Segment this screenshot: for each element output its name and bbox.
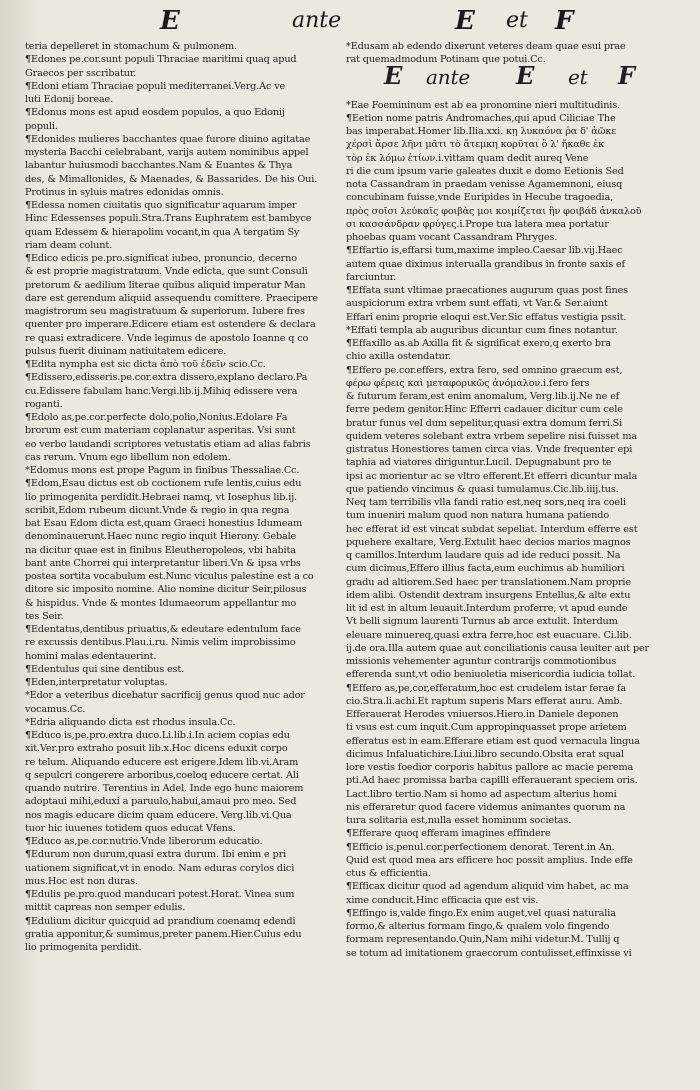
text-line: ¶Edoni etiam Thraciae populi mediterranei.Verg.Ac ve [25,80,286,92]
text-line: lit id est in altum leuauit.Interdum proferre, vt apud eunde [346,603,628,614]
header-word-left: ante [292,8,342,33]
text-line: Neq tam terribilis vlla fandi ratio est,neq sors,neq ira coeli [346,497,626,508]
text-line: phoebas quam vocant Cassandram Phryges. [346,232,558,243]
text-line: ¶Efficio is,penul.cor.perfectionem denorat. Terent.in An. [346,841,615,853]
text-line: φέρω φέρεις καὶ μεταφορικῶς ἀνόμαλον.i.fero fers [346,377,590,389]
text-line: tura solitaria est,nulla esset hominum societas. [346,815,572,826]
text-line: re excussis dentibus.Plau.i.ru. Nimis velim improbissimo [25,637,296,649]
text-line: ¶Edulium dicitur quicquid ad prandium coenamq edendi [25,915,296,927]
text-line: mysteria Bacchi celebrabant, varijs autem nominibus appel [25,147,309,158]
text-line: cas rerum. Vnum ego libellum non edolem. [25,451,231,463]
text-line: ¶Effartio is,effarsi tum,maxime impleo.Caesar lib.vij.Haec [346,245,623,257]
text-line: vocamus.Cc. [25,703,86,715]
header-word-right: et [506,8,528,33]
text-line: roganti. [25,398,63,410]
text-line: nos magis educare dicim quam educere. Verg.lib.vi.Qua [25,809,292,821]
text-line: idem alibi. Ostendit dextram insurgens Entellus,& alte extu [346,589,631,601]
text-line: cu.Edissere fabulam hanc.Vergi.lib.ij.Mihiq edissere vera [25,385,298,397]
text-line: chio axilla ostendatur. [346,351,452,363]
text-line: postea sortita vocabulum est.Nunc viculus palestine est a co [25,571,314,582]
text-line: xit.Ver.pro extraho posuit lib.x.Hoc dicens eduxit corpo [25,743,288,755]
text-line: bas imperabat.Homer lib.Ilia.xxi. κῃ λυκαόνα ῥα δ' ἀῶκε [346,126,617,137]
text-line: bant ante Chorrei qui interpretantur liberi.Vn & ipsa vrbs [25,557,301,569]
text-line: Lact.libro tertio.Nam si homo ad aspectum alterius homi [346,788,617,800]
text-line: denominauerunt.Haec nunc regio inquit Hierony. Gebale [25,531,297,543]
text-line: ¶Effero as,pe,cor,efferatum,hoc est crudelem istar ferae fa [346,682,626,694]
text-line: brorum est cum materiam coplanatur asperitas. Vsi sunt [25,425,296,437]
text-line: *Edria aliquando dicta est rhodus insula.Cc. [25,716,236,728]
text-line: ¶Educo as,pe.cor.nutrio.Vnde liberorum educatio. [25,836,263,847]
text-line: ¶Educo is,pe.pro.extra duco.Li.lib.i.In aciem copias edu [25,730,290,741]
text-line: ri die cum ipsum varie galeates duxit e domo Eetionis Sed [346,165,624,177]
text-line: ¶Edico edicis pe.pro.significat iubeo, pronuncio, decerno [25,253,297,264]
text-line: concubinam fuisse,vnde Euripides in Hecube tragoedia, [346,192,614,204]
text-line: ¶Effero pe.cor.effers, extra fero, sed omnino graecum est, [346,364,623,376]
header-initial-right: E [455,6,475,36]
text-line: xime conducit.Hinc efficacia que est vis. [346,894,539,906]
text-line: riam deam colunt. [25,239,113,251]
text-line: σι κασσάνδραν φρύγες.i.Prope tua latera mea portatur [346,218,609,230]
text-line: *Eae Foemininum est ab ea pronomine nieri multitudinis. [346,99,620,111]
text-line: labantur huiusmodi bacchantes.Nam & Euantes & Thya [25,160,293,172]
text-line: dicimus Infaluatichire.Liui.libro secundo.Obsita erat squal [346,748,624,760]
text-line: lore vestis foedior corporis habitus pallore ac macie perema [346,762,634,773]
text-line: χέρσὶ ἄρσε λῆνι μᾶτι τὸ ἄτεμκη κορῡται ὃ λ' ἤκαθε ἐκ [346,139,605,151]
text-line: eo verbo laudandi scriptores vetustatis etiam ad alias fabris [25,438,311,450]
text-line: dare est gerendum aliquid assequendu comittere. Praecipere [25,292,318,304]
text-line: gradu ad altiorem.Sed haec per translationem.Nam proprie [346,576,631,588]
text-line: bat Esau Edom dicta est,quam Graeci honestius Idumeam [25,518,303,529]
text-line: taphia ad viatores diriguntur.Lucil. Depugnabunt pro te [346,457,612,469]
text-line: ¶Edessa nomen ciuitatis quo significatur aquarum imper [25,200,297,211]
text-line: quidem veteres solebant extra vrbem sepelire nisi fuisset ma [346,430,637,442]
text-line: ¶Effaxillo as.ab Axilla fit & significat exero,q exerto bra [346,338,612,349]
text-line: Effari enim proprie eloqui est.Ver.Sic effatus vestigia pssit. [346,311,627,323]
text-line: ¶Efficax dicitur quod ad agendum aliquid vim habet, ac ma [346,881,629,893]
text-line: pti.Ad haec promissa barba capilli efferauerant speciem oris. [346,775,638,787]
text-line: re telum. Aliquando educere est erigere.Idem lib.vi.Aram [25,756,299,768]
text-line: tes Seir. [25,610,64,622]
text-line: scribit,Edom rubeum dicunt.Vnde & regio in qua regna [25,504,290,516]
text-line: *Effati templa ab auguribus dicuntur cum fines notantur. [346,324,618,336]
text-line: ij.de ora.Illa autem quae aut conciliationis causa leuiter aut per [346,642,649,654]
text-line: πρὸς σοῖσι λεύκαῖς φοιβὰς μοι κοιμίζεται ἣν φοιβάδ ἀνκαλοῦ [346,205,642,217]
text-line: farciuntur. [346,271,397,283]
text-line: que patiendo vincimus & quasi tumulamus.Cic.lib.iiij.tus. [346,483,619,495]
text-line: cum dicimus,Effero illius facta,eum euchimus ab humiliori [346,563,625,575]
text-line: tum inueniri malum quod non natura humana patiendo [346,510,610,522]
text-line: nis efferaretur quod facere videmus animantes quorum na [346,801,626,813]
text-line: gratia apponitur,& sumimus,preter panem.Hier.Cuius edu [25,928,302,940]
text-line: ¶Edonus mons est apud eosdem populos, a quo Edonij [25,107,285,119]
text-line: mittit capreas non semper edulis. [25,902,186,914]
text-line: *Edor a veteribus dicebatur sacrificij genus quod nuc ador [25,690,305,702]
text-line: q camillos.Interdum laudare quis ad ide reduci possit. Na [346,550,621,561]
text-line: quenter pro imperare.Edicere etiam est ostendere & declara [25,319,316,331]
text-line: τὸρ ἐκ λόμω ἑτίων.i.vittam quam dedit aureq Vene [346,152,589,164]
text-line: adoptaui mihi,eduxi a paruulo,habui,amaui pro meo. Sed [25,796,297,808]
text-line: ¶Edentatus,dentibus priuatus,& edeutare edentulum face [25,624,301,635]
text-line: efferatus est in eam.Efferare etiam est quod vernacula lingua [346,735,640,747]
text-line: Vt belli signum laurenti Turnus ab arce extulit. Interdum [346,616,618,628]
text-line: luti Edonij boreae. [25,94,114,105]
text-line: eleuare minuereq,quasi extra ferre,hoc est euacuare. Ci.lib. [346,629,632,641]
text-line: ¶Effingo is,valde fingo.Ex enim auget,vel quasi naturalia [346,907,616,919]
subheader-initial2: E [516,60,535,90]
text-line: autem quae diximus interualla grandibus in fronte saxis ef [346,258,625,270]
text-line: quam Edessem & hierapolim vocant,in qua A tergatim Sy [25,226,300,238]
text-line: pquehere exaltare, Verg.Extulit haec decios marios magnos [346,536,631,548]
text-line: re quasi extradicere. Vnde legimus de apostolo Ioanne q co [25,332,309,344]
text-line: ctus & efficientia. [346,868,431,879]
text-line: ¶Edom,Esau dictus est ob coctionem rufe lentis,cuius edu [25,478,302,490]
text-line: Hinc Edessenses populi.Stra.Trans Euphratem est bambyce [25,213,312,225]
subheader-final: F [618,60,635,90]
text-line: Protinus in syluis matres edonidas omnis. [25,186,224,198]
text-line: *Edomus mons est prope Pagum in finibus Thessaliae.Cc. [25,465,300,476]
text-line: lio primogenita perdidit. [25,942,142,953]
text-line: ti vsus est cum inquit.Cum appropinquasset prope arietem [346,722,627,734]
text-line: ¶Edita nympha est sic dicta ἀπὸ τοῦ ἐδεῖν scio.Cc. [25,359,266,370]
text-line: cio.Stra.li.achi.Et raptum superis Mars efferat auru. Amb. [346,695,623,707]
text-line: ¶Edissero,edisseris.pe.cor.extra dissero,explano declaro.Pa [25,372,308,384]
text-line: mus.Hoc est non duras. [25,875,138,887]
text-line: formo,& alterius formam fingo,& qualem volo fingendo [346,921,610,932]
text-line: auspiciorum extra vrbem sunt effati, vt Var.& Ser.aiunt [346,298,608,310]
text-line: ¶Edolo as,pe.cor.perfecte dolo,polio,Nonius.Edolare Fa [25,412,288,423]
text-line: ¶Efferare quoq efferam imagines effindere [346,828,551,840]
text-line: populi. [25,120,58,132]
text-line: Graecos per sscribatur. [25,67,137,79]
text-line: des, & Mimallonides, & Maenades, & Bassarides. De his Oui. [25,173,318,185]
text-line: q sepulcri congerere arboribus,coeloq educere certat. Ali [25,769,299,781]
text-line: ¶Eden,interpretatur voluptas. [25,677,168,688]
header-final-right: F [555,6,574,36]
text-line: ¶Effata sunt vltimae praecationes augurum quas post fines [346,285,628,296]
text-line: ¶Edulis pe.pro.quod manducari potest.Horat. Vinea sum [25,889,295,900]
text-line: tuor hic iuuenes totidem quos educat Vfens. [25,822,236,834]
text-line: & hispidus. Vnde & montes Idumaeorum appellantur mo [25,597,297,609]
text-line: se totum ad imitationem graecorum contulisset,effinxisse vi [346,947,632,959]
text-line: ferre pedem genitor.Hinc Efferri cadauer dicitur cum cele [346,404,623,416]
text-line: & est proprie magistratuum. Vnde edicta, que sunt Consuli [25,266,308,278]
text-line: ipsi ac morientur ac se vltro efferent.Et efferri dicuntur mala [346,470,638,482]
subheader-word1: ante [426,64,471,89]
text-line: missionis vehementer aguntur contrarijs commotionibus [346,656,617,667]
text-line: pulsus fuerit diuinam natiuitatem edicere. [25,345,227,357]
text-line: ditore sic imposito nomine. Alio nomine dicitur Seir,pilosus [25,584,307,596]
text-line: pretorum & aedilium literae quibus aliquid imperatur Man [25,279,306,291]
text-line: ¶Edonides mulieres bacchantes quae furore diuino agitatae [25,133,311,145]
text-line: efferenda sunt,vt odio beniuoletia misericordia iudicia tollat. [346,669,636,681]
text-line: & futurum feram,est enim anomalum, Verg.lib.ij.Ne ne ef [346,391,620,402]
text-line: Quid est quod mea ars efficere hoc possit amplius. Inde effe [346,854,633,866]
header-initial-left: E [160,6,180,36]
subheader-word2: et [568,64,588,89]
text-line: ¶Edones pe.cor.sunt populi Thraciae maritimi quaq apud [25,54,297,66]
text-line: gistratus Honestiores tamen circa vias. Vnde frequenter epi [346,444,633,455]
text-line: ¶Eetion nome patris Andromaches,qui apud Ciliciae The [346,112,616,124]
text-line: teria depelleret in stomachum & pulmonem. [25,41,237,52]
text-line: uationem significat,vt in enodo. Nam eduras corylos dici [25,862,295,874]
text-line: homini malas edentauerint. [25,650,157,662]
text-line: lio primogenita perdidit.Hebraei namq, vt Iosephus lib.ij. [25,491,297,503]
text-line: ¶Edentulus qui sine dentibus est. [25,663,185,675]
text-line: bratur funus vel dum sepelitur,quasi extra domum ferri.Si [346,417,623,429]
text-line: rat quemadmodum Potinam que potui.Cc. [346,54,546,66]
subheader-initial: E [384,60,403,90]
right-column [346,40,681,960]
left-column [25,40,343,954]
text-line: hec efferat id est vincat subdat sepeliat. Interdum efferre est [346,523,638,535]
text-line: formam representando.Quin,Nam mihi videtur.M. Tullij q [346,934,620,946]
text-line: ¶Edurum non durum,quasi extra durum. Ibi enim e pri [25,849,287,861]
text-line: magistrorum seu magistratuum & superiorum. Iubere fres [25,306,305,317]
text-line: nota Cassandram in praedam venisse Agamemnoni, eiusq [346,179,623,190]
text-line: *Edusam ab edendo dixerunt veteres deam quae esui prae [346,41,626,52]
text-line: Efferauerat Herodes vniuersos.Hiero.in Daniele deponen [346,709,619,720]
text-line: quando nutrire. Terentius in Adel. Inde ego hunc maiorem [25,783,304,794]
text-line: na dicitur quae est in finibus Eleutheropoleos, vbi habita [25,544,296,556]
